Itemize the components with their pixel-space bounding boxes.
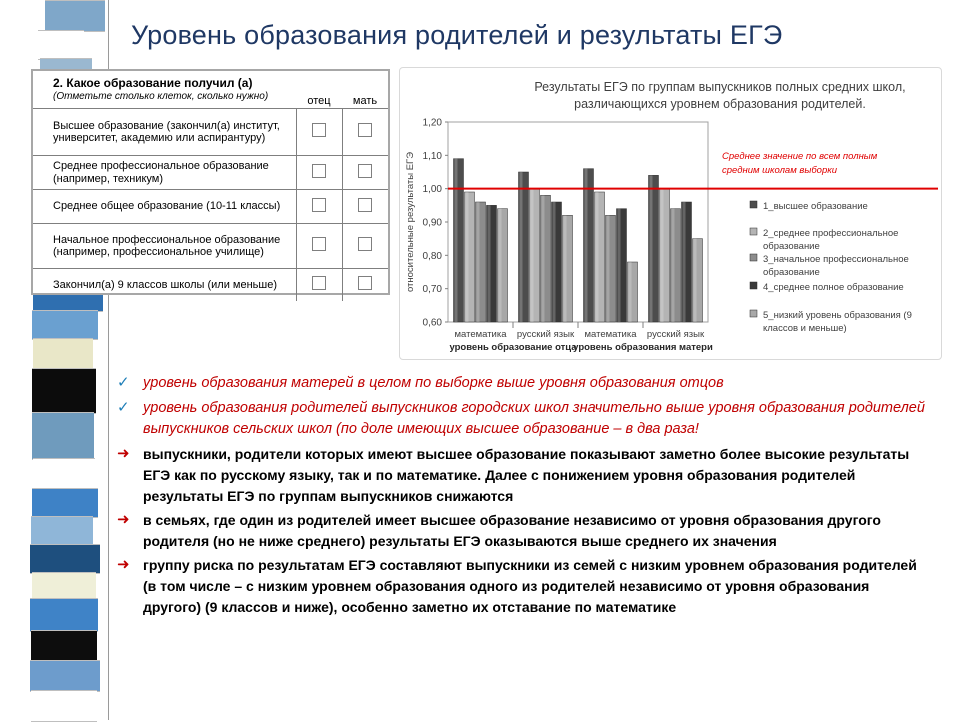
mother-checkbox[interactable] — [358, 123, 372, 137]
y-tick-label: 0,80 — [422, 250, 442, 262]
conclusions-list — [117, 373, 927, 621]
bar-highlight — [531, 189, 534, 322]
bar-highlight — [488, 205, 491, 322]
mother-checkbox[interactable] — [358, 164, 372, 178]
survey-question: 2. Какое образование получил (а) (Отметьте столько клеток, сколько нужно) — [33, 71, 296, 109]
mother-checkbox[interactable] — [358, 276, 372, 290]
list-item — [117, 373, 927, 394]
legend-swatch — [750, 228, 757, 235]
legend-swatch — [750, 254, 757, 261]
survey-option-label: Закончил(а) 9 классов школы (или меньше) — [53, 278, 278, 291]
bar-highlight — [629, 262, 632, 322]
reference-label: средним школам выборки — [722, 165, 837, 176]
reference-label: Среднее значение по всем полным — [722, 151, 878, 162]
page-title: Уровень образования родителей и результаты ЕГЭ — [131, 20, 783, 50]
legend-label: образование — [763, 267, 820, 278]
mother-checkbox[interactable] — [358, 237, 372, 251]
list-item — [117, 555, 927, 618]
x-tick-label: математика — [584, 329, 637, 340]
legend-swatch — [750, 282, 757, 289]
bullet-text: в семьях, где один из родителей имеет высшее образование независимо от уровня образования другого родителя (но не ниже среднего) результаты ЕГЭ оказываются выше среднего их значения — [143, 512, 881, 549]
father-checkbox[interactable] — [312, 164, 326, 178]
bar-highlight — [564, 215, 567, 322]
survey-option-row — [33, 156, 388, 190]
survey-option-label: Начальное профессиональное образование (например, профессиональное училище) — [33, 224, 296, 269]
check-icon: ✓ — [117, 399, 130, 416]
legend-label: классов и меньше) — [763, 323, 847, 334]
x-group-label: уровень образования матери — [573, 342, 713, 353]
bullet-text: уровень образования матерей в целом по выборке выше уровня образования отцов — [143, 375, 724, 391]
mother-checkbox[interactable] — [358, 198, 372, 212]
survey-option-label: Среднее общее образование (10-11 классы) — [33, 190, 296, 224]
survey-question-card — [31, 69, 390, 295]
x-tick-label: математика — [454, 329, 507, 340]
bar-highlight — [553, 202, 556, 322]
legend-label: 4_среднее полное образование — [763, 282, 904, 293]
survey-option-label: Среднее профессиональное образование (например, техникум) — [33, 156, 296, 190]
bullet-text: группу риска по результатам ЕГЭ составляют выпускники из семей с низким уровнем образования родителей (в том числе – с низким уровнем образования одного из родителей независимо от уровня образования другого) (9 классов и ниже), особенно заметно их отставание по математике — [143, 557, 917, 615]
x-tick-label: русский язык — [646, 329, 705, 340]
y-tick-label: 1,00 — [422, 184, 442, 196]
chart-title: Результаты ЕГЭ по группам выпускников полных средних школ, — [534, 80, 906, 94]
arrow-right-icon: ➜ — [117, 556, 130, 573]
survey-option-label: Высшее образование (закончил(а) институт, университет, академию или аспирантуру) — [33, 109, 296, 156]
bar-highlight — [596, 192, 599, 322]
check-icon: ✓ — [117, 374, 130, 391]
legend-label: 2_среднее профессиональное — [763, 228, 899, 239]
y-tick-label: 1,10 — [422, 150, 442, 162]
bar-highlight — [585, 169, 588, 322]
legend-label: образование — [763, 241, 820, 252]
bar-highlight — [650, 175, 653, 322]
col-father: отец — [296, 71, 342, 109]
bar-highlight — [499, 209, 502, 322]
bullet-text: уровень образования родителей выпускников городских школ значительно выше уровня образования родителей выпускников сельских школ (по доле имеющих высшее образование – в два раза! — [143, 400, 925, 437]
legend-label: 1_высшее образование — [763, 201, 868, 212]
father-checkbox[interactable] — [312, 123, 326, 137]
arrow-right-icon: ➜ — [117, 445, 130, 462]
chart-title: различающихся уровнем образования родителей. — [574, 97, 866, 111]
list-item — [117, 510, 927, 552]
bar-highlight — [466, 192, 469, 322]
chart-svg — [400, 68, 941, 359]
survey-option-row — [33, 190, 388, 224]
bar-highlight — [607, 215, 610, 322]
y-tick-label: 1,20 — [422, 117, 442, 129]
bar-highlight — [672, 209, 675, 322]
father-checkbox[interactable] — [312, 237, 326, 251]
father-checkbox[interactable] — [312, 198, 326, 212]
legend-label: 3_начальное профессиональное — [763, 254, 909, 265]
bullet-text: выпускники, родители которых имеют высшее образование показывают заметно более высокие результаты ЕГЭ как по русскому языку, так и по математике. Далее с понижением уровня образования родителей результаты ЕГЭ по группам выпускников снижаются — [143, 446, 910, 504]
legend-swatch — [750, 310, 757, 317]
survey-option-row — [33, 224, 388, 269]
arrow-right-icon: ➜ — [117, 511, 130, 528]
y-axis-label: относительные результаты ЕГЭ — [405, 151, 416, 293]
bar-highlight — [455, 159, 458, 322]
ege-results-chart — [399, 67, 942, 360]
col-mother: мать — [342, 71, 388, 109]
legend-swatch — [750, 201, 757, 208]
survey-option-row — [33, 109, 388, 156]
x-group-label: уровень образование отца — [449, 342, 577, 353]
bar-highlight — [661, 189, 664, 322]
bar-highlight — [683, 202, 686, 322]
list-item — [117, 444, 927, 507]
y-tick-label: 0,90 — [422, 217, 442, 229]
x-tick-label: русский язык — [516, 329, 575, 340]
bar-highlight — [542, 195, 545, 322]
bar-highlight — [694, 239, 697, 322]
survey-option-row — [33, 269, 388, 302]
list-item — [117, 398, 927, 440]
legend-label: 5_низкий уровень образования (9 — [763, 310, 912, 321]
bar-highlight — [520, 172, 523, 322]
bar-highlight — [618, 209, 621, 322]
bar-highlight — [477, 202, 480, 322]
y-tick-label: 0,70 — [422, 284, 442, 296]
father-checkbox[interactable] — [312, 276, 326, 290]
y-tick-label: 0,60 — [422, 317, 442, 329]
